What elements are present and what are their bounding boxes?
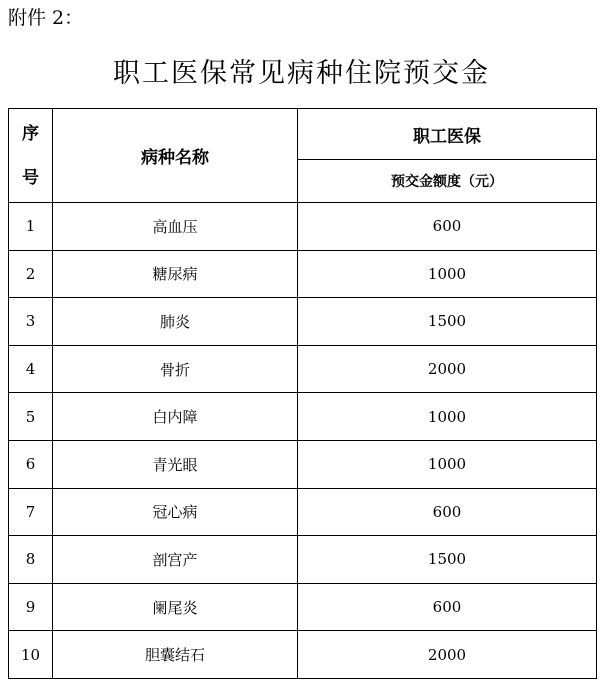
- row-amount: 1500: [298, 298, 597, 346]
- row-disease: 骨折: [53, 345, 298, 393]
- deposit-table: [8, 108, 597, 679]
- table-row: [9, 203, 597, 251]
- row-seq: 8: [9, 536, 53, 584]
- row-seq: 9: [9, 583, 53, 631]
- row-seq: 7: [9, 488, 53, 536]
- table-row: [9, 440, 597, 488]
- row-seq: 6: [9, 440, 53, 488]
- row-seq: 4: [9, 345, 53, 393]
- row-amount: 1000: [298, 393, 597, 441]
- table-row: [9, 345, 597, 393]
- row-disease: 阑尾炎: [53, 583, 298, 631]
- row-disease: 高血压: [53, 203, 298, 251]
- header-seq: [9, 109, 53, 203]
- table-row: [9, 631, 597, 679]
- header-disease-name: 病种名称: [53, 109, 298, 203]
- attachment-label: 附件 2：: [8, 7, 84, 29]
- table-row: [9, 298, 597, 346]
- row-amount: 600: [298, 488, 597, 536]
- row-seq: 2: [9, 250, 53, 298]
- row-seq: 5: [9, 393, 53, 441]
- table-row: [9, 488, 597, 536]
- row-seq: 1: [9, 203, 53, 251]
- row-seq: 10: [9, 631, 53, 679]
- row-amount: 2000: [298, 345, 597, 393]
- row-disease: 肺炎: [53, 298, 298, 346]
- table-row: [9, 536, 597, 584]
- row-amount: 600: [298, 203, 597, 251]
- row-disease: 剖宫产: [53, 536, 298, 584]
- row-amount: 1500: [298, 536, 597, 584]
- row-seq: 3: [9, 298, 53, 346]
- row-amount: 1000: [298, 250, 597, 298]
- header-seq-line2: 号: [22, 167, 39, 188]
- page-title: 职工医保常见病种住院预交金: [113, 58, 490, 89]
- row-disease: 青光眼: [53, 440, 298, 488]
- row-amount: 600: [298, 583, 597, 631]
- table-row: [9, 583, 597, 631]
- row-disease: 冠心病: [53, 488, 298, 536]
- row-amount: 2000: [298, 631, 597, 679]
- header-deposit-amount: 预交金额度（元）: [298, 160, 597, 203]
- header-employee-insurance: 职工医保: [298, 109, 597, 160]
- row-disease: 白内障: [53, 393, 298, 441]
- table-row: [9, 250, 597, 298]
- row-disease: 糖尿病: [53, 250, 298, 298]
- table-body: [9, 203, 597, 679]
- row-amount: 1000: [298, 440, 597, 488]
- header-seq-line1: 序: [22, 123, 39, 144]
- table-row: [9, 393, 597, 441]
- row-disease: 胆囊结石: [53, 631, 298, 679]
